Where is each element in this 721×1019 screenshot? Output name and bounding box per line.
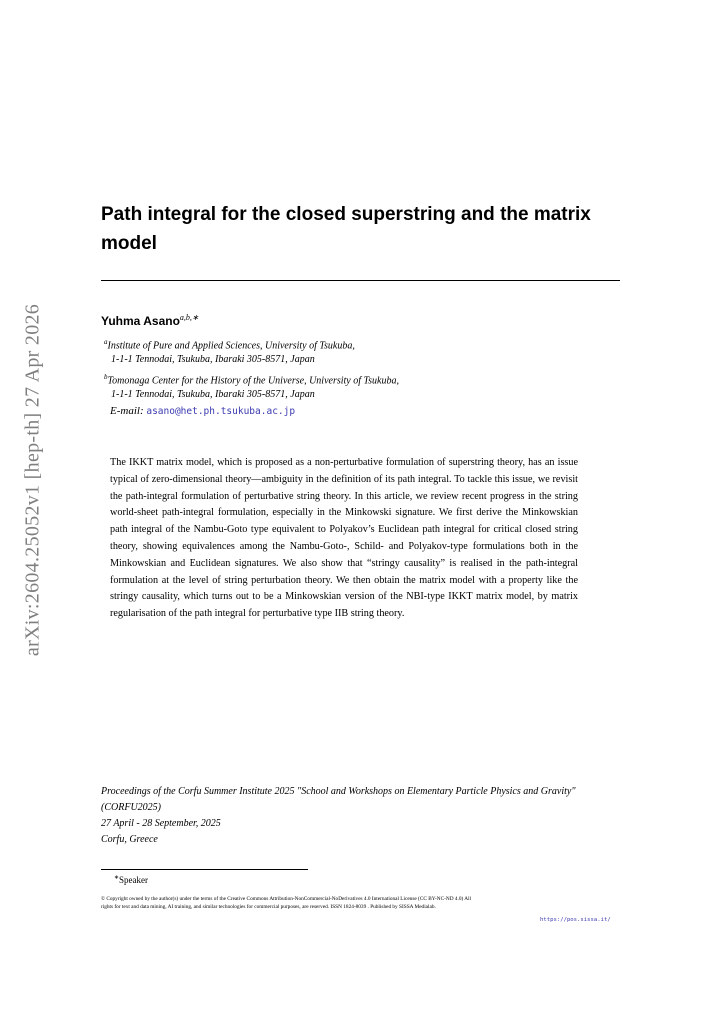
email-link[interactable]: asano@het.ph.tsukuba.ac.jp [146,406,296,417]
proceedings-event: Proceedings of the Corfu Summer Institute 2025 "School and Workshops on Elementary Particle Physics and Gravity" (CORFU2025) [101,786,576,813]
proceedings-info [101,784,621,848]
footnote-mark: ∗ [114,875,120,881]
affiliation-mark: a [104,338,108,346]
footnote-text: Speaker [119,875,149,885]
email-row [110,405,295,417]
affiliation-institution: Tomonaga Center for the History of the Universe, University of Tsukuba, [107,375,399,387]
paper-title: Path integral for the closed superstring and the matrix model [101,204,591,254]
author-line [101,313,199,328]
affiliation-institution: Institute of Pure and Applied Sciences, University of Tsukuba, [107,340,355,352]
affiliation-address: 1-1-1 Tennodai, Tsukuba, Ibaraki 305-8571, Japan [111,389,315,401]
email-label: E-mail: [110,405,144,417]
footnote-divider [101,869,308,870]
affiliation-a [104,335,355,367]
title-divider [101,280,620,281]
copyright-notice: © Copyright owned by the author(s) under the terms of the Creative Commons Attribution-NonCommercial-NoDerivatives 4.0 International License (CC BY-NC-ND 4.0) All rights for text and data mining, AI training, and similar technologies for commercial purposes, are reserved. ISSN 1824-8039 . Published by SISSA Medialab. [101,896,472,910]
author-name: Yuhma Asano [101,314,180,328]
speaker-footnote [114,874,148,885]
author-affiliation-marks: a,b,∗ [179,313,199,322]
abstract: The IKKT matrix model, which is proposed as a non-perturbative formulation of superstring theory, has an issue typical of zero-dimensional theory—ambiguity in the definition of its path integral. To tackle this issue, we revisit the path-integral formulation of perturbative string theory. In this article, we review recent progress in the string world-sheet path-integral formulation, especially in the Minkowski signature. We first derive the Minkowskian path integral of the Nambu-Goto type equivalent to Polyakov’s Euclidean path integral for critical closed string theory, showing equivalences among the Nambu-Goto-, Schild- and Polyakov-type formulations both in the Minkowskian and Euclidean signatures. We also show that “stringy causality” is realised in the path-integral formulation at the level of string perturbation theory. We then obtain the matrix model with a property like the stringy causality, which turns out to be a Minkowskian version of the NBI-type IKKT matrix model, by matrix regularisation of the path integral for perturbative type IIB string theory. [110,457,578,620]
arxiv-identifier-stamp[interactable]: arXiv:2604.25052v1 [hep-th] 27 Apr 2026 [21,303,44,657]
proceedings-location: Corfu, Greece [101,834,158,845]
proceedings-dates: 27 April - 28 September, 2025 [101,818,221,829]
pos-link[interactable]: https://pos.sissa.it/ [540,917,611,923]
affiliation-mark: b [104,373,108,381]
affiliation-b [104,370,399,402]
affiliation-address: 1-1-1 Tennodai, Tsukuba, Ibaraki 305-8571, Japan [111,354,315,366]
